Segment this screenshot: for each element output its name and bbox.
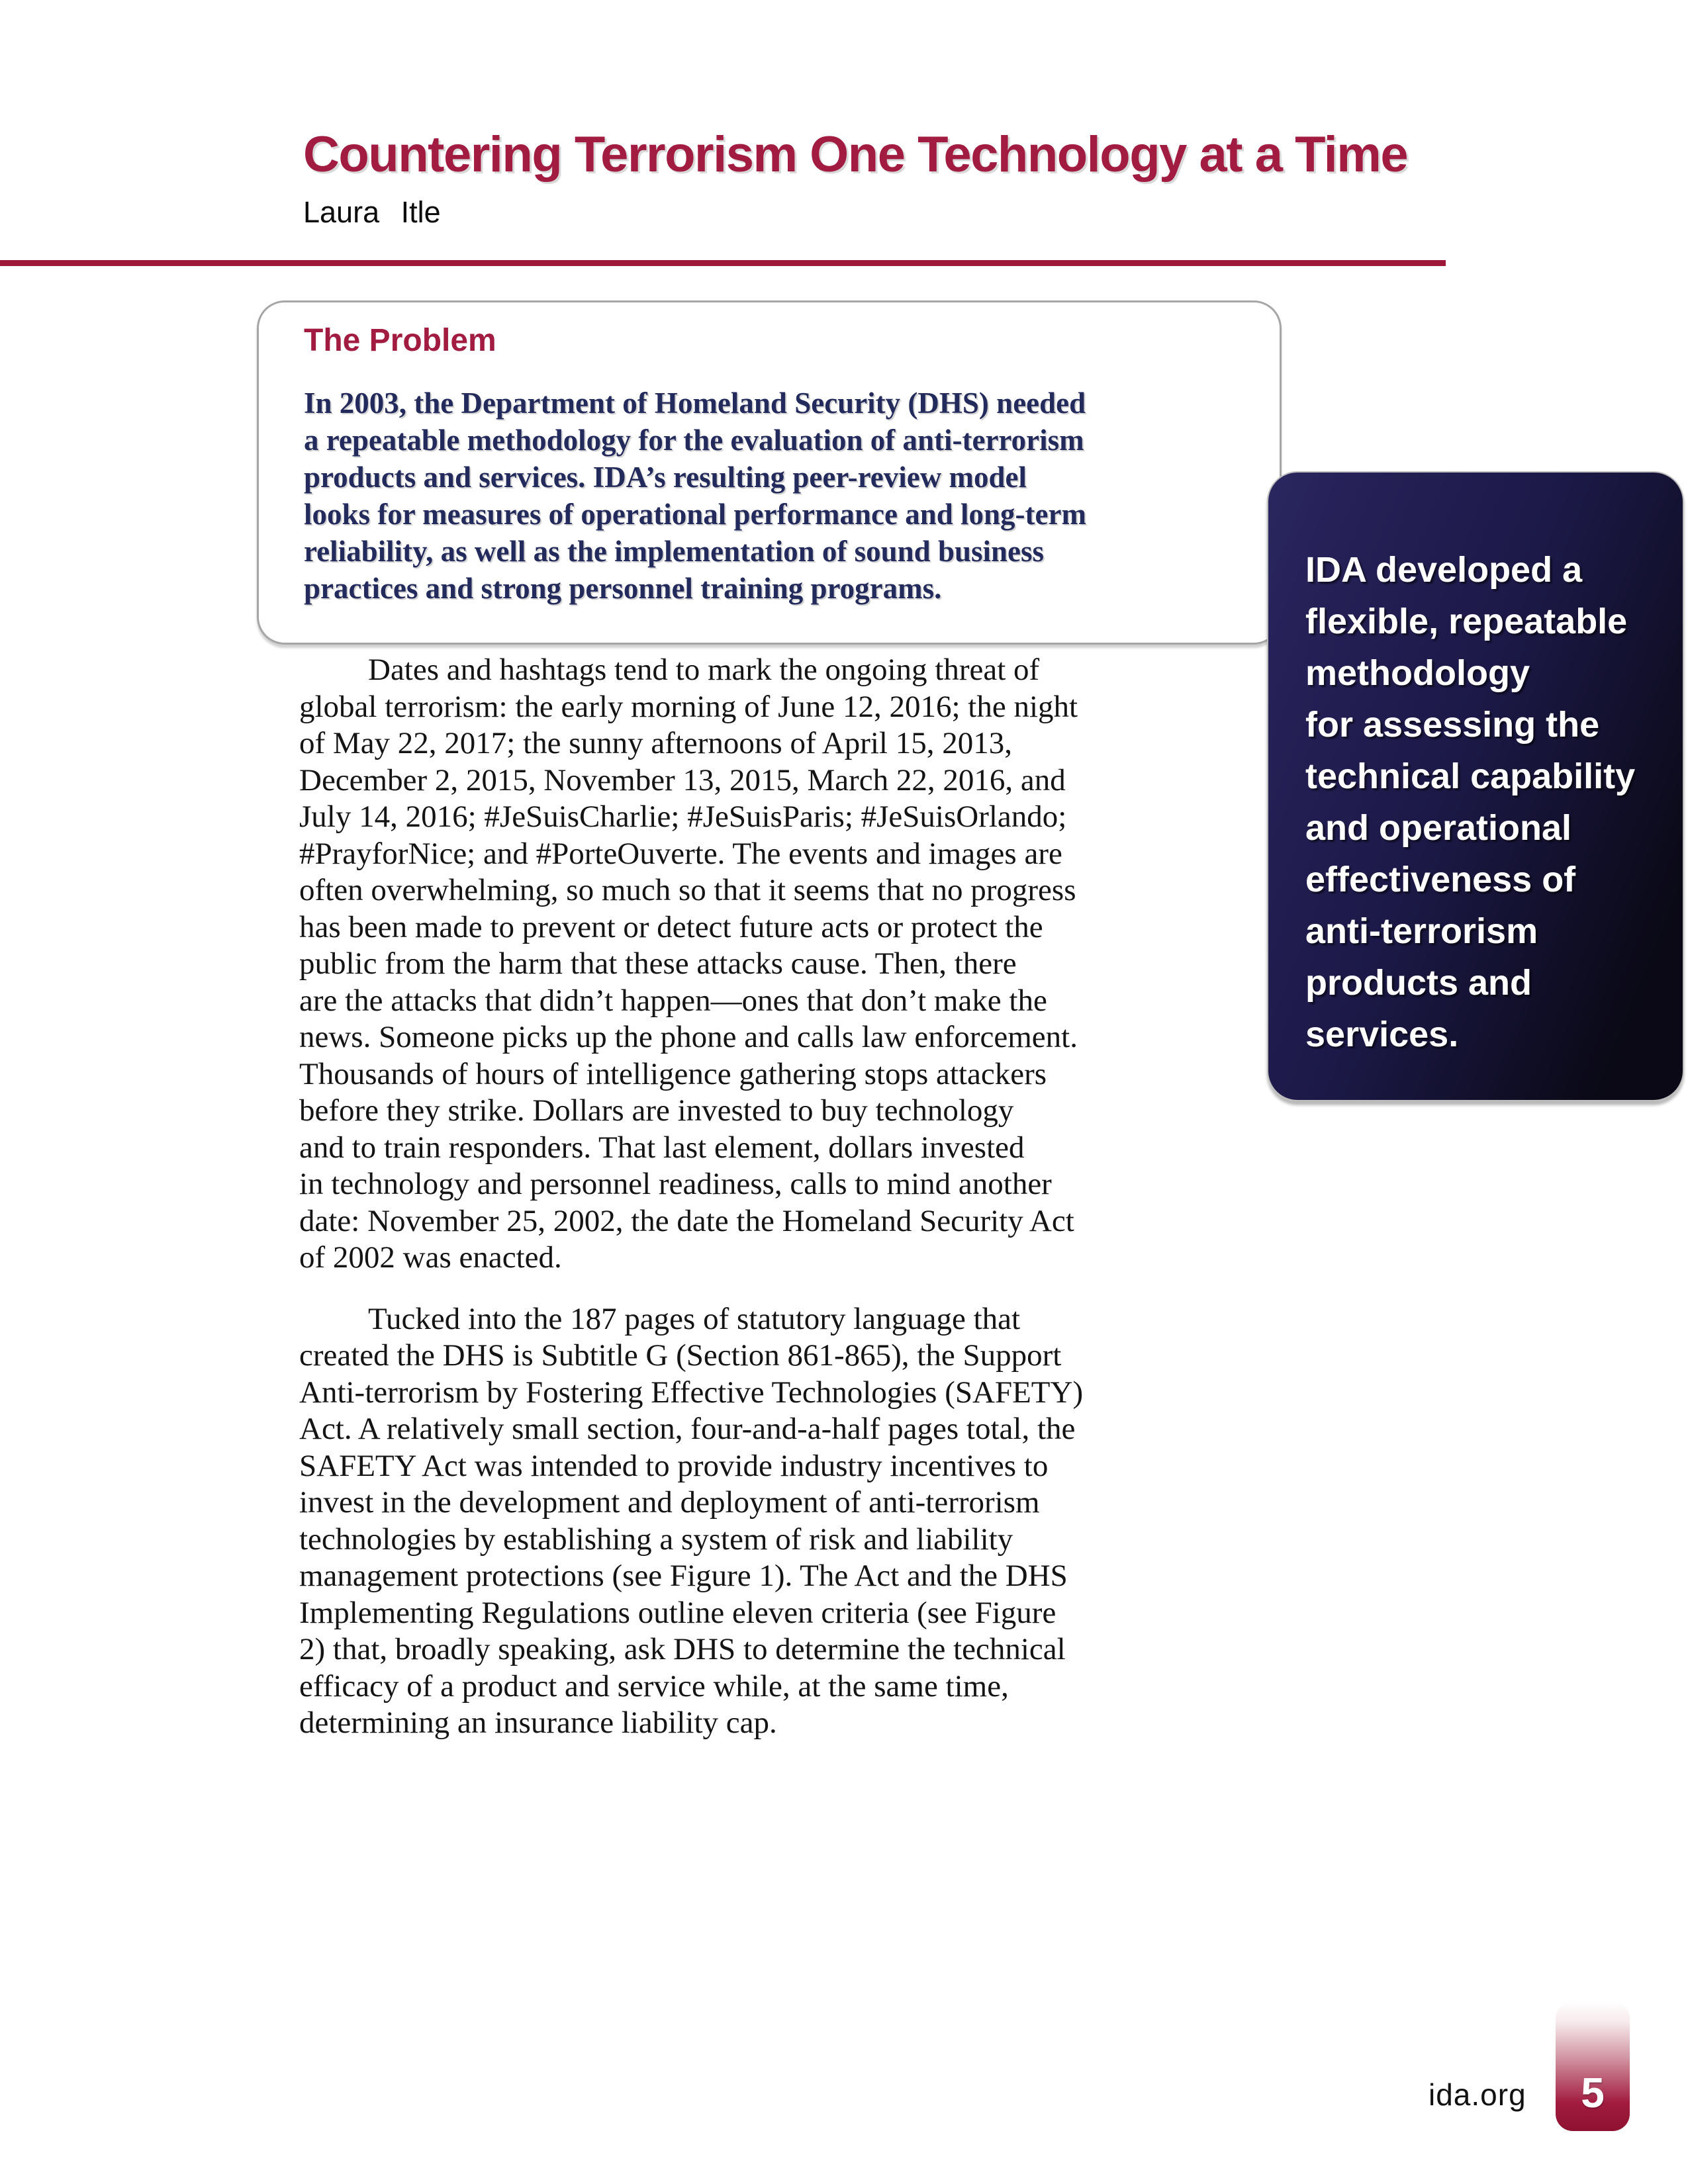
- problem-callout-box: [257, 300, 1282, 645]
- body-paragraph-1: Dates and hashtags tend to mark the ongoing threat of global terrorism: the early morning of June 12, 2016; the night of May 22, 2017; the sunny afternoons of April 15, 2013, December 2, 2015, November 13, 2015, March 22, 2016, and July 14, 2016; #JeSuisCharlie; #JeSuisParis; #JeSuisOrlando; #PrayforNice; and #PorteOuverte. The events and images are often overwhelming, so much so that it seems that no progress has been made to prevent or detect future acts or protect the public from the harm that these attacks cause. Then, there are the attacks that didn’t happen—ones that don’t make the news. Someone picks up the phone and calls law enforcement. Thousands of hours of intelligence gathering stops attackers before they strike. Dollars are invested to buy technology and to train responders. That last element, dollars invested in technology and personnel readiness, calls to mind another date: November 25, 2002, the date the Homeland Security Act of 2002 was enacted.: [299, 653, 1078, 1275]
- article-title: Countering Terrorism One Technology at a Time: [303, 126, 1408, 183]
- title-divider-rule: [0, 260, 1446, 266]
- article-body: [299, 652, 1083, 1742]
- footer-site-link[interactable]: ida.org: [1429, 2077, 1526, 2112]
- page-number-box: [1556, 2001, 1630, 2131]
- pullquote-box: [1267, 471, 1684, 1101]
- problem-box-heading: The Problem: [304, 323, 496, 358]
- pullquote-text: IDA developed a flexible, repeatable methodology for assessing the technical capability and operational effectiveness of anti-terrorism products and services.: [1305, 550, 1636, 1054]
- article-author: Laura Itle: [303, 195, 441, 229]
- page-number: 5: [1581, 2069, 1605, 2116]
- problem-box-text: In 2003, the Department of Homeland Security (DHS) needed a repeatable methodology for the evaluation of anti-terrorism products and services. IDA’s resulting peer-review model looks for measures of operational performance and long-term reliability, as well as the implementation of sound business practices and strong personnel training programs.: [304, 387, 1086, 605]
- body-paragraph-2: Tucked into the 187 pages of statutory language that created the DHS is Subtitle G (Section 861-865), the Support Anti-terrorism by Fostering Effective Technologies (SAFETY) Act. A relatively small section, four-and-a-half pages total, the SAFETY Act was intended to provide industry incentives to invest in the development and deployment of anti-terrorism technologies by establishing a system of risk and liability management protections (see Figure 1). The Act and the DHS Implementing Regulations outline eleven criteria (see Figure 2) that, broadly speaking, ask DHS to determine the technical efficacy of a product and service while, at the same time, determining an insurance liability cap.: [299, 1301, 1084, 1740]
